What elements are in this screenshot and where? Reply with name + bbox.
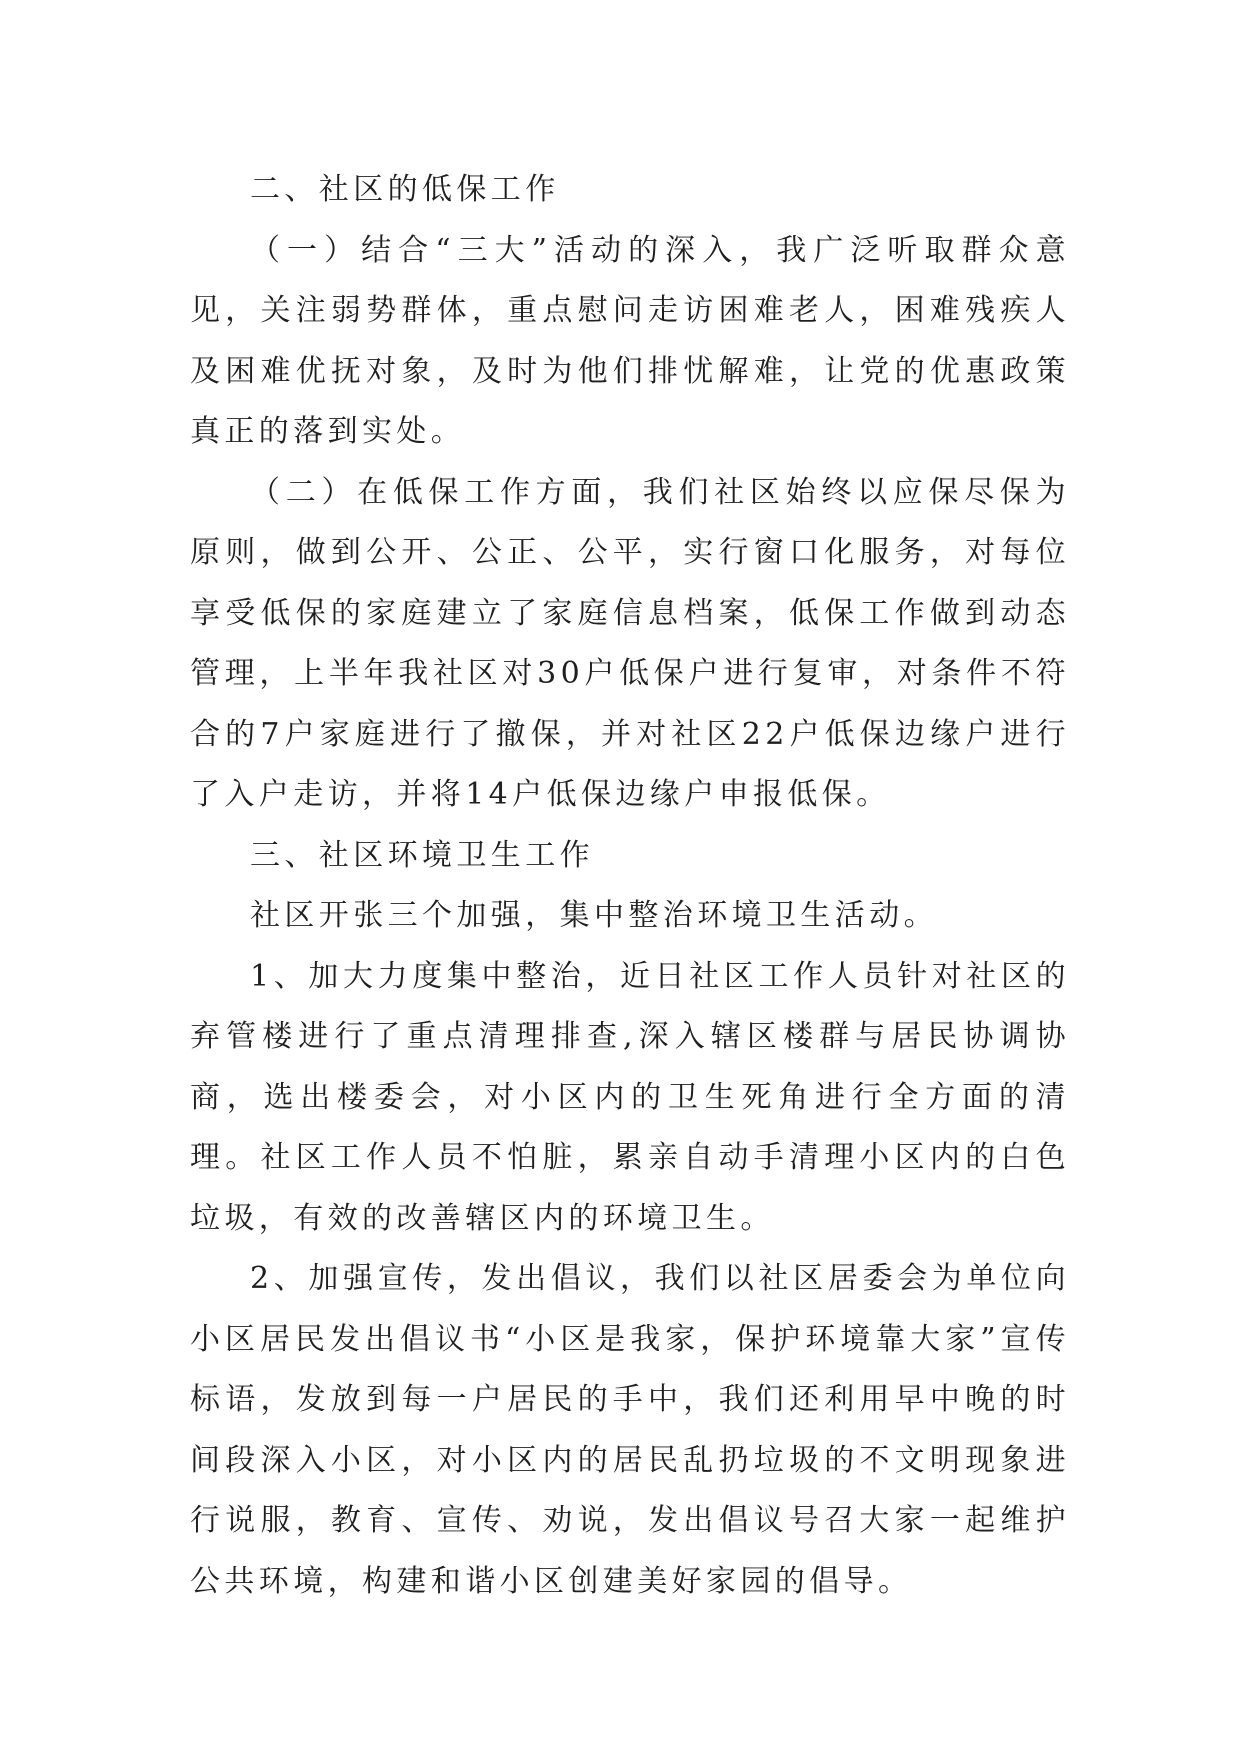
paragraph-item-1: （一）结合“三大”活动的深入，我广泛听取群众意见，关注弱势群体，重点慰问走访困难老人，困难残疾人及困难优抚对象，及时为他们排忧解难，让党的优惠政策真正的落到实处。	[190, 232, 1070, 449]
paragraph-item-2: （二）在低保工作方面，我们社区始终以应保尽保为原则，做到公开、公正、公平，实行窗口化服务，对每位享受低保的家庭建立了家庭信息档案，低保工作做到动态管理，上半年我社区对30户低保户进行复审，对条件不符合的7户家庭进行了撤保，并对社区22户低保边缘户进行了入户走访，并将14户低保边缘户申报低保。	[190, 474, 1070, 812]
document-body	[190, 160, 1070, 1612]
paragraph-point-1: 1、加大力度集中整治，近日社区工作人员针对社区的弃管楼进行了重点清理排查,深入辖区楼群与居民协调协商，选出楼委会，对小区内的卫生死角进行全方面的清理。社区工作人员不怕脏，累亲自动手清理小区内的白色垃圾，有效的改善辖区内的环境卫生。	[190, 958, 1070, 1236]
paragraph-point-2: 2、加强宣传，发出倡议，我们以社区居委会为单位向小区居民发出倡议书“小区是我家，保护环境靠大家”宣传标语，发放到每一户居民的手中，我们还利用早中晚的时间段深入小区，对小区内的居民乱扔垃圾的不文明现象进行说服，教育、宣传、劝说，发出倡议号召大家一起维护公共环境，构建和谐小区创建美好家园的倡导。	[190, 1261, 1070, 1599]
section-heading-low-income-work: 二、社区的低保工作	[250, 172, 560, 207]
paragraph-intro: 社区开张三个加强，集中整治环境卫生活动。	[250, 898, 938, 933]
section-heading-environment-work: 三、社区环境卫生工作	[250, 837, 594, 873]
